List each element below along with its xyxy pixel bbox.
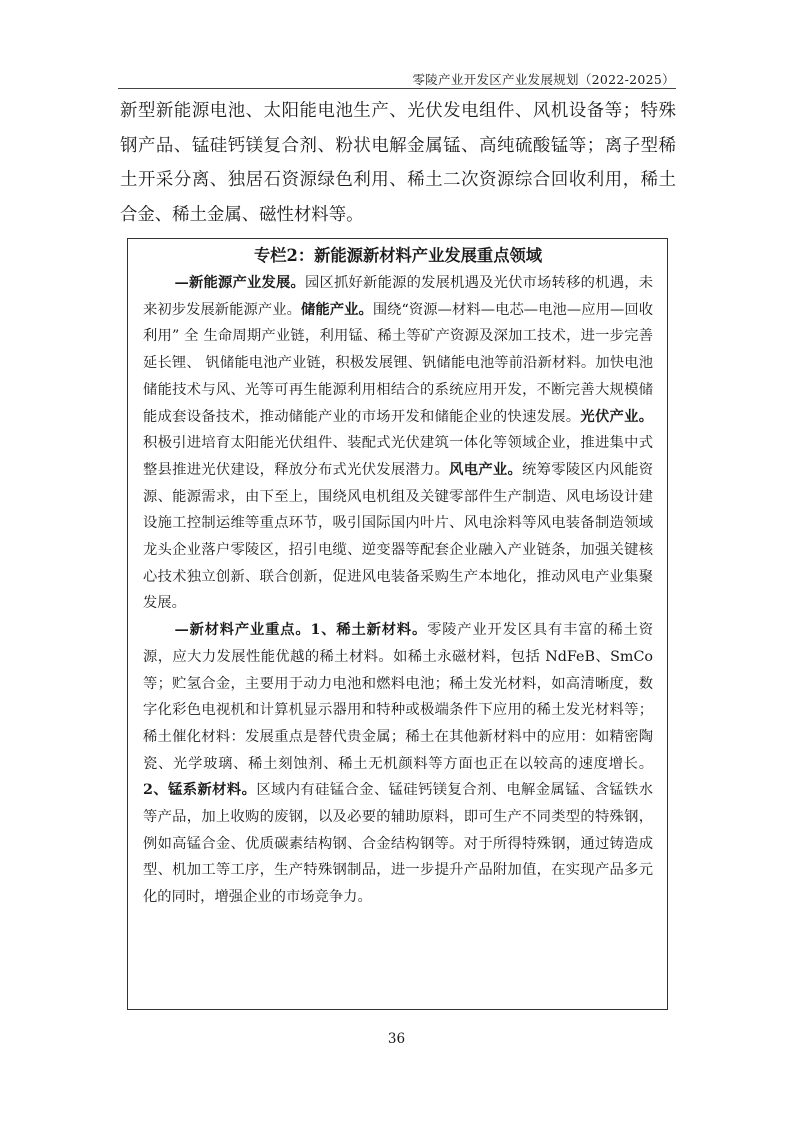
intro-paragraph: 新型新能源电池、太阳能电池生产、光伏发电组件、风机设备等；特殊钢产品、锰硅钙镁复合剂、粉状电解金属锰、高纯硫酸锰等；离子型稀土开采分离、独居石资源绿色利用、稀土二次资源综合回收利用，稀土合金、稀土金属、磁性材料等。 <box>120 101 676 225</box>
header-divider <box>118 88 676 89</box>
new-energy-paragraph <box>143 270 653 617</box>
manganese-text: 区域内有硅锰合金、锰硅钙镁复合剂、电解金属锰、含锰铁水等产品，加上收购的废钢，以及必要的辅助原料，即可生产不同类型的特殊钢，例如高锰合金、优质碳素结构钢、合金结构钢等。对于所得特殊钢，通过铸造成型、机加工等工序，生产特殊钢制品，进一步提升产品附加值，在实现产品多元化的同时，增强企业的市场竞争力。 <box>143 782 653 906</box>
heading-wind: 风电产业。 <box>449 461 523 478</box>
heading-storage: 储能产业。 <box>301 301 373 318</box>
box-title: 专栏2：新能源新材料产业发展重点领域 <box>253 246 543 265</box>
running-header: 零陵产业开发区产业发展规划（2022-2025） <box>412 72 675 87</box>
storage-text: 围绕“资源—材料—电芯—电池—应用—回收利用” 全 生命周期产业链，利用锰、稀土等矿产资源及深加工技术，进一步完善延长锂、 钒储能电池产业链，积极发展锂、钒储能电池等前沿新材料。加快电池储能技术与风、光等可再生能源利用相结合的系统应用开发，不断完善大规模储能成套设备技术，推动储能产业的市场开发和储能企业的快速发展。 <box>143 301 654 425</box>
heading-rare-earth: 1、稀土新材料。 <box>310 622 428 639</box>
feature-box <box>127 238 668 1010</box>
rare-earth-text: 零陵产业开发区具有丰富的稀土资源，应大力发展性能优越的稀土材料。如稀土永磁材料，包括 NdFeB、SmCo 等；贮氢合金，主要用于动力电池和燃料电池；稀土发光材料，如高清晰度，数字化彩色电视机和计算机显示器用和特种或极端条件下应用的稀土发光材料等；稀土催化材料：发展重点是替代贵金属；稀土在其他新材料中的应用：如精密陶瓷、光学玻璃、稀土刻蚀剂、稀土无机颜料等方面也正在以较高的速度增长。 <box>143 622 653 772</box>
heading-new-materials: —新材料产业重点。 <box>174 622 311 639</box>
wind-text: 统筹零陵区内风能资源、能源需求，由下至上，围绕风电机组及关键零部件生产制造、风电场设计建设施工控制运维等重点环节，吸引国际国内叶片、风电涂料等风电装备制造领域龙头企业落户零陵区，招引电缆、逆变器等配套企业融入产业链条，加强关键核心技术独立创新、联合创新，促进风电装备采购生产本地化，推动风电产业集聚发展。 <box>143 461 654 612</box>
heading-new-energy: —新能源产业发展。 <box>174 275 306 291</box>
new-materials-paragraph <box>143 617 653 911</box>
new-energy-text: 园区抓好新能源的发展机遇及光伏市场转移的机遇，未来初步发展新能源产业。 <box>143 275 654 318</box>
page-number: 36 <box>387 1031 406 1047</box>
heading-pv: 光伏产业。 <box>580 408 654 425</box>
heading-manganese: 2、锰系新材料。 <box>143 782 257 799</box>
pv-text: 积极引进培育太阳能光伏组件、装配式光伏建筑一体化等领域企业，推进集中式整县推进光伏建设，释放分布式光伏发展潜力。 <box>143 435 653 478</box>
